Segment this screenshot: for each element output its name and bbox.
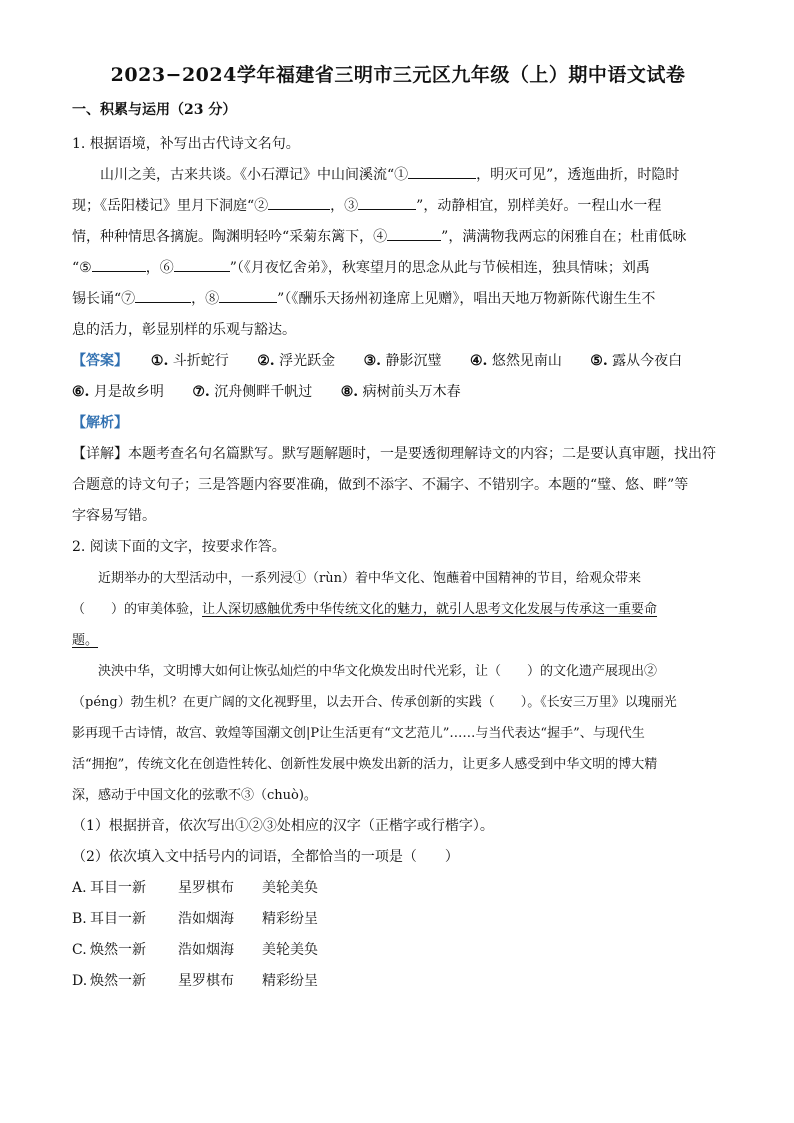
passage-line: 泱泱中华，文明博大如何让恢弘灿烂的中华文化焕发出时代光彩，让（ ）的文化遗产展现出② <box>98 664 658 679</box>
passage-line: 情，种种情思各摛旎。陶渊明轻吟“采菊东篱下，④ ”，满满物我两忘的闲雅自在；杜甫低咏 <box>72 222 724 253</box>
blank-6[interactable] <box>174 254 230 272</box>
sub-question-1: （1）根据拼音，依次写出①②③处相应的汉字（正楷字或行楷字）。 <box>72 818 494 834</box>
passage-line: （péng）勃生机？在更广阔的文化视野里，以去开合、传承创新的实践（ ）。《长安三万里》以瑰丽光 <box>72 695 677 710</box>
question-1-stem: 1. 根据语境，补写出古代诗文名句。 <box>72 136 300 152</box>
detail-tag: 【详解】 <box>72 446 128 462</box>
options-list <box>72 873 724 997</box>
question-2-passage <box>72 563 724 811</box>
answer-item: ⑦. 沉舟侧畔千帆过 <box>192 384 313 400</box>
answer-block <box>72 346 724 408</box>
analysis-tag: 【解析】 <box>72 415 128 431</box>
underlined-sentence: 让人深切感触优秀中华传统文化的魅力，就引人思考文化发展与传承这一重要命 <box>202 602 658 617</box>
passage-line: 题。 <box>72 633 99 648</box>
detail-block <box>72 439 724 532</box>
blank-3[interactable] <box>358 192 416 210</box>
question-1-passage <box>72 160 724 346</box>
sub-question-2: （2）依次填入文中括号内的词语，全都恰当的一项是（ ） <box>72 849 459 865</box>
analysis-block <box>72 408 724 439</box>
passage-line: 锡长诵“⑦ ，⑧ ”（《酬乐天扬州初逢席上见赠》，唱出天地万物新陈代谢生生不 <box>72 284 724 315</box>
blank-4[interactable] <box>387 223 441 241</box>
passage-line: 近期举办的大型活动中，一系列浸①（rùn）着中华文化、饱蘸着中国精神的节目，给观众带来 <box>98 571 641 586</box>
blank-2[interactable] <box>268 192 330 210</box>
question-2-stem: 2. 阅读下面的文字，按要求作答。 <box>72 539 286 555</box>
passage-line: 影再现千古诗情，故宫、敦煌等国潮文创|P让生活更有“文艺范儿”……与当代表达“握手”、与现代生 <box>72 726 645 741</box>
passage-line: “⑤ ，⑥ ”（《月夜忆舍弟》，秋寒望月的思念从此与节候相连，独具情味；刘禹 <box>72 253 724 284</box>
answer-item: ③. 静影沉璧 <box>363 353 442 369</box>
blank-5[interactable] <box>92 254 146 272</box>
section-heading: 一、积累与运用（23 分） <box>72 102 237 118</box>
detail-line: 字容易写错。 <box>72 508 156 524</box>
answer-item: ①. 斗折蛇行 <box>150 353 229 369</box>
passage-line: 深，感动于中国文化的弦歌不③（chuò)。 <box>72 788 317 803</box>
passage-line: （ ）的审美体验，让人深切感触优秀中华传统文化的魅力，就引人思考文化发展与传承这一重要命 <box>72 602 658 617</box>
blank-8[interactable] <box>219 285 277 303</box>
passage-line: 山川之美，古来共谈。《小石潭记》中山间溪流“① ，明灭可见”，透迤曲折，时隐时 <box>72 160 724 191</box>
blank-1[interactable] <box>408 161 476 179</box>
answer-item: ⑥. 月是故乡明 <box>72 384 164 400</box>
blank-7[interactable] <box>135 285 191 303</box>
answer-tag: 【答案】 <box>72 353 128 369</box>
option-c[interactable]: C. 焕然一新 浩如烟海 美轮美奂 <box>72 942 318 958</box>
option-b[interactable]: B. 耳目一新 浩如烟海 精彩纷呈 <box>72 911 318 927</box>
answer-item: ⑤. 露从今夜白 <box>590 353 683 369</box>
passage-line: 息的活力，彰显别样的乐观与豁达。 <box>72 322 296 338</box>
option-d[interactable]: D. 焕然一新 星罗棋布 精彩纷呈 <box>72 973 318 989</box>
answer-item: ②. 浮光跃金 <box>257 353 336 369</box>
answer-item: ⑧. 病树前头万木春 <box>340 384 461 400</box>
page-title: 2023−2024学年福建省三明市三元区九年级（上）期中语文试卷 <box>110 64 686 86</box>
answer-item: ④. 悠然见南山 <box>469 353 562 369</box>
passage-line: 活“拥抱”，传统文化在创造性转化、创新性发展中焕发出新的活力，让更多人感受到中华文明的博大精 <box>72 757 658 772</box>
option-a[interactable]: A. 耳目一新 星罗棋布 美轮美奂 <box>72 880 318 896</box>
detail-line: 合题意的诗文句子；三是答题内容要准确，做到不添字、不漏字、不错别字。本题的“璧、悠、畔”等 <box>72 477 689 493</box>
detail-line: 【详解】本题考查名句名篇默写。默写题解题时，一是要透彻理解诗文的内容；二是要认真审题，找出符 <box>72 446 716 462</box>
passage-line: 现；《岳阳楼记》里月下洞庭“② ，③ ”，动静相宜，别样美好。一程山水一程 <box>72 191 724 222</box>
